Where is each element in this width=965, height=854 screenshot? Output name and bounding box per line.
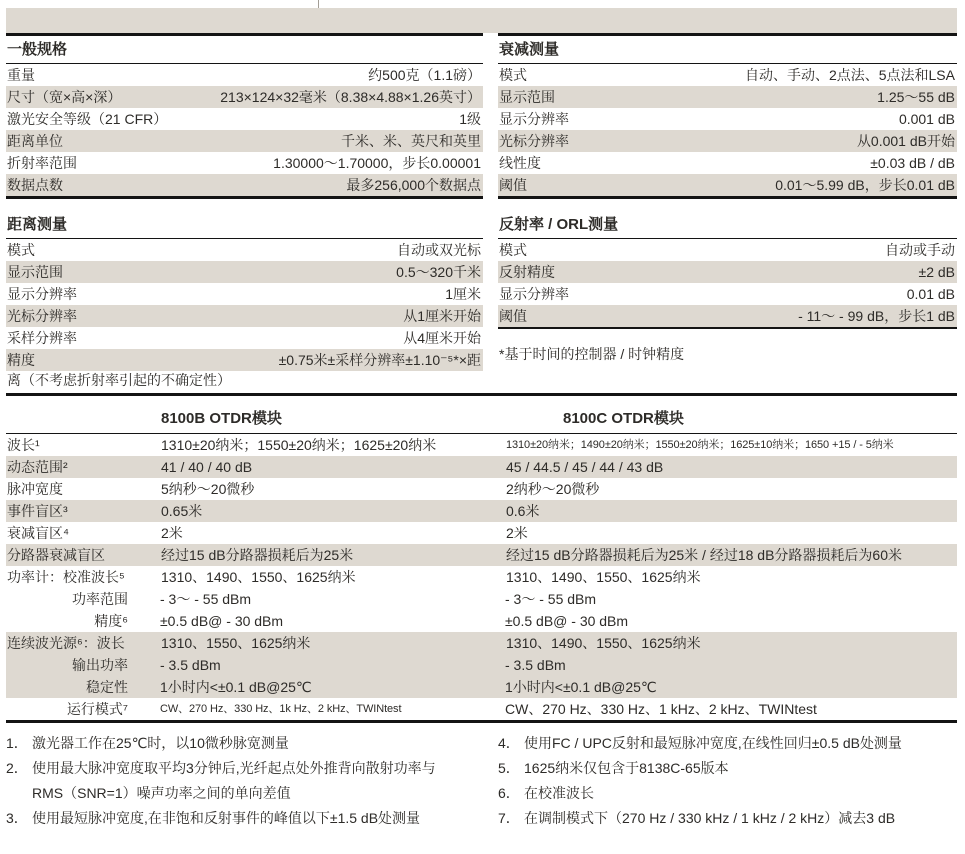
spec-value: 最多256,000个数据点 [346, 177, 481, 193]
footnote-number: 2． [6, 760, 28, 776]
footnote-number: 6． [498, 785, 520, 801]
section-title-reflectance: 反射率 / ORL测量 [498, 199, 957, 239]
value-8100b: 经过15 dB分路器损耗后为25米 [161, 547, 354, 563]
spec-label: 显示范围 [499, 89, 555, 105]
table-row [6, 478, 957, 500]
spec-value: - 11～ - 99 dB，步长1 dB [798, 308, 955, 324]
spec-value: ±0.03 dB / dB [870, 155, 955, 171]
spec-label: 脉冲宽度 [7, 481, 63, 497]
spec-value: 0.5～320千米 [396, 264, 481, 280]
table-general-specs [6, 33, 483, 199]
spec-value: 0.001 dB [898, 111, 955, 127]
table-row [6, 456, 957, 478]
footnote-text: 在调制模式下（270 Hz / 330 kHz / 1 kHz / 2 kHz）减去3 dB [524, 810, 896, 826]
footnote-text: 使用最大脉冲宽度取平均3分钟后,光纤起点处外推背向散射功率与RMS（SNR=1）噪声功率之间的单向差值 [32, 760, 436, 801]
spec-label: 精度 [7, 352, 35, 368]
spec-label: 线性度 [499, 155, 541, 171]
spec-label: 显示分辨率 [499, 111, 569, 127]
footnote-number: 5． [498, 760, 520, 776]
table-row [6, 500, 957, 522]
spec-label: 反射精度 [499, 264, 555, 280]
table-row [498, 86, 957, 108]
spec-label: 显示范围 [7, 264, 63, 280]
table-row [6, 152, 483, 174]
spec-value-continuation: 离（不考虑折射率引起的不确定性） [7, 372, 231, 388]
footnote-text: 使用最短脉冲宽度,在非饱和反射事件的峰值以下±1.5 dB处测量 [32, 810, 421, 826]
spec-value: 213×124×32毫米（8.38×4.88×1.26英寸） [220, 89, 481, 105]
table-row [498, 130, 957, 152]
footnotes-left [6, 731, 483, 831]
spec-sublabel: 输出功率 [72, 657, 128, 673]
table-row [6, 544, 957, 566]
value-8100b: 0.65米 [161, 503, 203, 519]
value-8100c: CW、270 Hz、330 Hz、1 kHz、2 kHz、TWINtest [505, 701, 817, 717]
footnote-item [6, 731, 483, 756]
table-row [6, 654, 957, 676]
table-row [6, 261, 483, 283]
table-row [498, 305, 957, 327]
spec-value: 自动或双光标 [397, 242, 481, 258]
footnote-text: 1625纳米仅包含于8138C-65版本 [524, 760, 729, 776]
footnotes-right [498, 731, 957, 831]
footnote-item [498, 781, 957, 806]
value-8100c: - 3.5 dBm [505, 657, 566, 673]
value-8100b: - 3.5 dBm [160, 657, 221, 673]
spec-value: 约500克（1.1磅） [368, 67, 481, 83]
value-8100b: 1310、1490、1550、1625纳米 [161, 569, 356, 585]
spec-label: 分路器衰减盲区 [7, 547, 105, 563]
spec-label: 波长¹ [7, 437, 40, 453]
table-row [6, 130, 483, 152]
spec-value: 1厘米 [445, 286, 481, 302]
column-header-8100b: 8100B OTDR模块 [161, 410, 282, 427]
table-row [498, 152, 957, 174]
table-row [498, 108, 957, 130]
value-8100b: ±0.5 dB@ - 30 dBm [160, 613, 284, 629]
spec-label: 功率计：校准波长⁵ [7, 569, 125, 585]
spec-value: 1级 [459, 111, 481, 127]
spec-value: 从1厘米开始 [403, 308, 481, 324]
spec-value: ±2 dB [918, 264, 955, 280]
table-row [6, 522, 957, 544]
left-column [6, 33, 483, 389]
spec-sublabel: 运行模式⁷ [66, 701, 128, 717]
value-8100b: 1小时内<±0.1 dB@25℃ [160, 679, 312, 695]
footnote-item [498, 806, 957, 831]
spec-sublabel: 稳定性 [86, 679, 128, 695]
table-row [6, 108, 483, 130]
column-header-8100c: 8100C OTDR模块 [563, 410, 684, 427]
spec-label: 模式 [499, 242, 527, 258]
spec-label: 事件盲区³ [7, 503, 68, 519]
value-8100c: ±0.5 dB@ - 30 dBm [505, 613, 629, 629]
value-8100b: CW、270 Hz、330 Hz、1k Hz、2 kHz、TWINtest [160, 703, 402, 715]
table-otdr-modules [6, 393, 957, 723]
value-8100c: 2纳秒～20微秒 [506, 481, 600, 497]
spec-sublabel: 精度⁶ [94, 613, 128, 629]
table-row [498, 283, 957, 305]
spec-value: 1.30000～1.70000，步长0.00001 [273, 155, 481, 171]
spec-sublabel: 功率范围 [72, 591, 128, 607]
table-row [6, 283, 483, 305]
spec-value: 千米、米、英尺和英里 [341, 133, 481, 149]
timing-accuracy-note: *基于时间的控制器 / 时钟精度 [499, 346, 685, 362]
value-8100c: 1310、1490、1550、1625纳米 [506, 635, 701, 651]
table-row [498, 239, 957, 261]
table-row [6, 698, 957, 720]
modules-header-spacer [6, 409, 161, 429]
value-8100c: 1310±20纳米；1490±20纳米；1550±20纳米；1625±10纳米；1650 +15 / - 5纳米 [506, 439, 894, 451]
spec-label: 光标分辨率 [499, 133, 569, 149]
section-title-attenuation: 衰减测量 [498, 36, 957, 64]
spec-label: 采样分辨率 [7, 330, 77, 346]
value-8100b: 2米 [161, 525, 183, 541]
footnote-item [498, 731, 957, 756]
value-8100b: - 3～ - 55 dBm [160, 591, 252, 607]
footnote-text: 在校准波长 [524, 785, 594, 801]
footnotes [6, 731, 957, 831]
value-8100b: 1310、1550、1625纳米 [161, 635, 311, 651]
footnote-item [6, 806, 483, 831]
modules-body [6, 434, 957, 723]
spec-label: 连续波光源⁶：波长 [7, 635, 125, 651]
footnote-text: 激光器工作在25℃时，以10微秒脉宽测量 [32, 735, 289, 751]
table-attenuation-measurement [498, 33, 957, 199]
right-column [498, 33, 957, 364]
table-row [6, 632, 957, 654]
spec-label: 重量 [7, 67, 35, 83]
value-8100b: 1310±20纳米；1550±20纳米；1625±20纳米 [161, 437, 437, 453]
table-row [6, 305, 483, 327]
table-row [6, 676, 957, 698]
value-8100b: 5纳秒～20微秒 [161, 481, 255, 497]
spec-label: 衰减盲区⁴ [7, 525, 70, 541]
spec-value: 自动或手动 [885, 242, 955, 258]
footnote-number: 3． [6, 810, 28, 826]
table-row [498, 261, 957, 283]
value-8100c: - 3～ - 55 dBm [505, 591, 597, 607]
spec-label: 动态范围² [7, 459, 68, 475]
spec-label: 阈值 [499, 177, 527, 193]
section-title-distance: 距离测量 [6, 199, 483, 239]
value-8100c: 2米 [506, 525, 528, 541]
page-content [6, 33, 957, 831]
spec-label: 模式 [7, 242, 35, 258]
value-8100c: 1310、1490、1550、1625纳米 [506, 569, 701, 585]
footnote-number: 1． [6, 735, 28, 751]
spec-label: 尺寸（宽×高×深） [7, 89, 122, 105]
spec-value: 0.01～5.99 dB，步长0.01 dB [775, 177, 955, 193]
table-row [6, 64, 483, 86]
table-row [498, 174, 957, 196]
value-8100c: 0.6米 [506, 503, 540, 519]
spec-label: 距离单位 [7, 133, 63, 149]
spec-value: 从0.001 dB开始 [856, 133, 955, 149]
value-8100c: 经过15 dB分路器损耗后为25米 / 经过18 dB分路器损耗后为60米 [506, 547, 902, 563]
spec-label: 阈值 [499, 308, 527, 324]
table-row [498, 64, 957, 86]
spec-label: 折射率范围 [7, 155, 77, 171]
spec-label: 显示分辨率 [499, 286, 569, 302]
spec-value: ±0.75米±采样分辨率±1.10⁻⁵*×距 [278, 352, 481, 368]
spec-value: 1.25～55 dB [877, 89, 955, 105]
spec-label: 显示分辨率 [7, 286, 77, 302]
footnote-number: 4． [498, 735, 520, 751]
spec-tables-grid [6, 33, 957, 389]
table-row [6, 174, 483, 196]
spec-label: 光标分辨率 [7, 308, 77, 324]
value-8100c: 1小时内<±0.1 dB@25℃ [505, 679, 657, 695]
footnote-text: 使用FC / UPC反射和最短脉冲宽度,在线性回归±0.5 dB处测量 [524, 735, 902, 751]
value-8100c: 45 / 44.5 / 45 / 44 / 43 dB [506, 459, 664, 475]
table-distance-measurement [6, 199, 483, 389]
table-reflectance-orl [498, 199, 957, 364]
spec-label: 模式 [499, 67, 527, 83]
section-title-general: 一般规格 [6, 36, 483, 64]
table-row [6, 239, 483, 261]
footnote-number: 7． [498, 810, 520, 826]
spec-value: 自动、手动、2点法、5点法和LSA [744, 67, 955, 83]
table-row [6, 86, 483, 108]
footnote-item [498, 756, 957, 781]
spec-label: 数据点数 [7, 177, 63, 193]
table-row [6, 349, 483, 371]
table-row [6, 588, 957, 610]
table-row [6, 610, 957, 632]
spec-value: 从4厘米开始 [403, 330, 481, 346]
table-row [6, 566, 957, 588]
reflectance-rows [498, 239, 957, 329]
value-8100b: 41 / 40 / 40 dB [161, 459, 253, 475]
spec-value: 0.01 dB [906, 286, 955, 302]
spec-label: 激光安全等级（21 CFR） [7, 111, 168, 127]
footnote-item [6, 756, 483, 806]
modules-header-row [6, 396, 957, 434]
table-row [6, 327, 483, 349]
table-row [6, 434, 957, 456]
top-shaded-band [6, 8, 957, 33]
